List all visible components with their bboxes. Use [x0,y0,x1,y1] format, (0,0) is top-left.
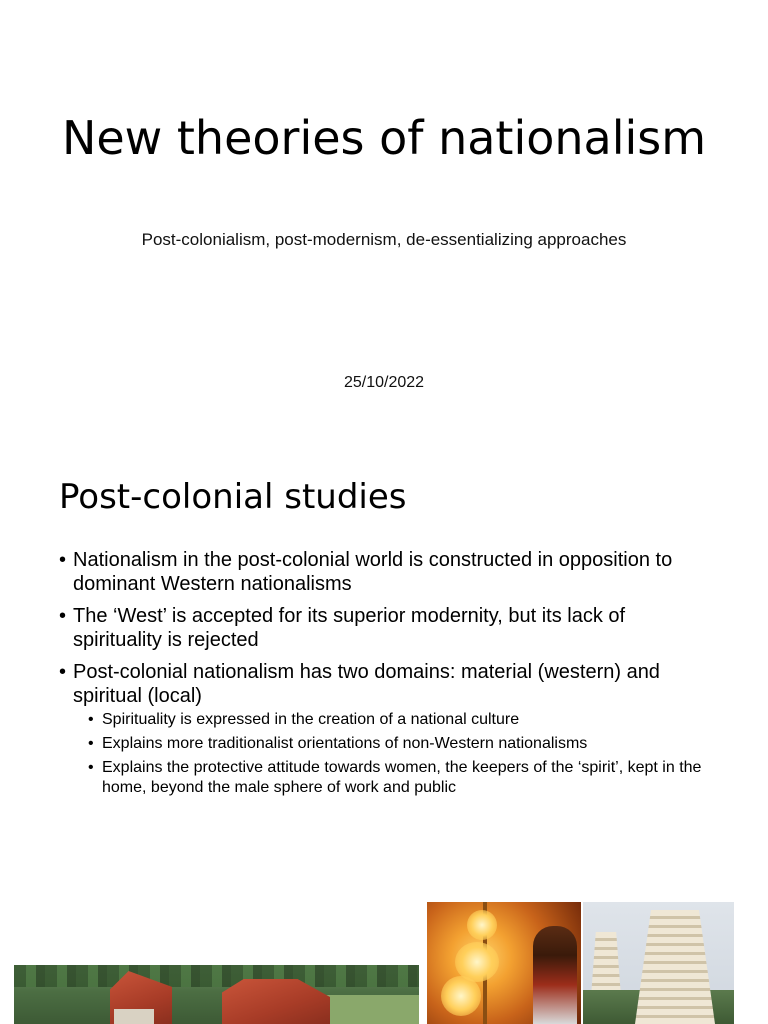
lamp-flame [441,976,481,1016]
slide-heading: Post-colonial studies [59,477,407,517]
bullet-item [59,660,719,798]
temple-photo [583,902,734,1024]
slide-title: New theories of nationalism [61,111,707,165]
sub-bullet-item [88,734,719,754]
sub-bullet-text: Explains the protective attitude towards women, the keepers of the ‘spirit’, kept in the home, beyond the male sphere of work and public [102,759,702,796]
bullet-item [59,604,719,652]
village-wall [114,1009,154,1024]
bullet-text: Post-colonial nationalism has two domains: material (western) and spiritual (local) [73,661,660,707]
sub-bullet-item [88,710,719,730]
priest-figure [533,926,577,1024]
slide-subtitle: Post-colonialism, post-modernism, de-essentializing approaches [141,230,627,249]
temple-gopuram [635,910,715,1024]
village-photo [14,965,419,1024]
bullet-text: Nationalism in the post-colonial world is constructed in opposition to dominant Western nationalisms [73,549,673,595]
aarti-ceremony-photo [427,902,581,1024]
lamp-flame [467,910,497,940]
sub-bullet-list [73,710,719,798]
bullet-list [59,548,719,806]
village-trees [14,965,419,987]
bullet-text: The ‘West’ is accepted for its superior modernity, but its lack of spirituality is rejected [73,605,626,651]
content-slide [0,432,768,1024]
sub-bullet-item [88,758,719,798]
sub-bullet-text: Explains more traditionalist orientations of non-Western nationalisms [102,735,588,752]
bullet-item [59,548,719,596]
title-slide [0,0,768,432]
slide-date: 25/10/2022 [343,374,425,391]
sub-bullet-text: Spirituality is expressed in the creation of a national culture [102,711,520,728]
